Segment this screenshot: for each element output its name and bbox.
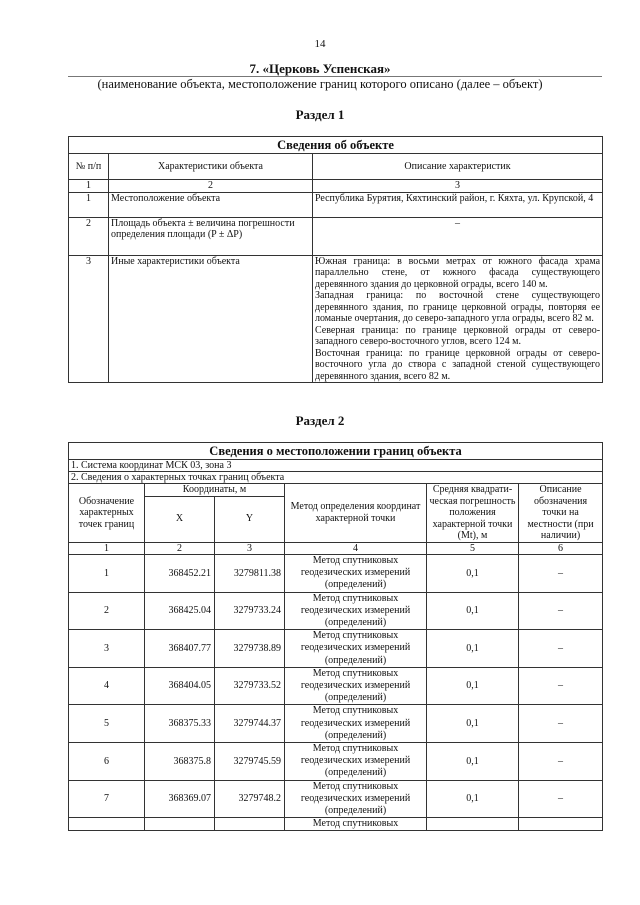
row-description: – (519, 555, 603, 593)
row-x: 368425.04 (145, 592, 215, 630)
header-x: X (145, 496, 215, 542)
row-description: – (519, 743, 603, 781)
row-y: 3279738.89 (215, 630, 285, 668)
table-caption-row (69, 137, 603, 154)
row-y: 3279733.52 (215, 667, 285, 705)
row-y: 3279748.2 (215, 780, 285, 818)
table-row (69, 780, 603, 818)
row-description (313, 255, 603, 383)
row-characteristic: Площадь объекта ± величина погрешности определения площади (P ± ΔP) (109, 217, 313, 255)
row-characteristic: Местоположение объекта (109, 192, 313, 217)
row-point: 2 (69, 592, 145, 630)
col-number: 1 (69, 542, 145, 555)
row-y: 3279745.59 (215, 743, 285, 781)
row-x (145, 818, 215, 831)
page-number: 14 (314, 38, 326, 50)
points-caption-row (69, 472, 603, 484)
row-description: – (519, 592, 603, 630)
row-description: Республика Бурятия, Кяхтинский район, г. Кяхта, ул. Крупской, 4 (313, 192, 603, 217)
object-title: 7. «Церковь Успенская» (249, 61, 391, 76)
row-point: 6 (69, 743, 145, 781)
row-description: – (519, 630, 603, 668)
table-row (69, 255, 603, 383)
boundary-east: Восточная граница: по границе церковной ограды от северо-восточного угла до створа с западной стеной существующего деревянного здания, всего 82 м. (315, 347, 601, 382)
row-description: – (519, 780, 603, 818)
table-row (69, 192, 603, 217)
row-x: 368452.21 (145, 555, 215, 593)
row-x: 368375.8 (145, 743, 215, 781)
row-num: 3 (69, 255, 109, 383)
table-row (69, 217, 603, 255)
section-2-heading: Раздел 2 (295, 413, 345, 428)
row-description: – (519, 705, 603, 743)
row-accuracy: 0,1 (427, 630, 519, 668)
boundary-north: Северная граница: по границе церковной ограды от северо-западного северо-восточного углов, всего 124 м. (315, 324, 601, 347)
table-header-row (69, 484, 603, 497)
header-num: № п/п (69, 154, 109, 180)
row-accuracy: 0,1 (427, 667, 519, 705)
row-y (215, 818, 285, 831)
header-description: Описание характеристик (313, 154, 603, 180)
row-accuracy: 0,1 (427, 743, 519, 781)
col-number: 6 (519, 542, 603, 555)
col-number: 5 (427, 542, 519, 555)
table-caption-row (69, 443, 603, 460)
row-num: 1 (69, 192, 109, 217)
header-coords: Координаты, м (145, 484, 285, 497)
points-caption: 2. Сведения о характерных точках границ объекта (69, 472, 603, 484)
header-point: Обозначение характерных точек границ (69, 484, 145, 543)
row-x: 368375.33 (145, 705, 215, 743)
row-x: 368404.05 (145, 667, 215, 705)
object-info-table (68, 136, 603, 383)
row-point (69, 818, 145, 831)
row-accuracy: 0,1 (427, 705, 519, 743)
section-1-heading: Раздел 1 (295, 107, 345, 122)
row-point: 7 (69, 780, 145, 818)
row-method: Метод спутниковых геодезических измерений (определений) (285, 780, 427, 818)
object-subtitle: (наименование объекта, местоположение границ которого описано (далее – объект) (97, 77, 543, 91)
row-accuracy: 0,1 (427, 780, 519, 818)
row-description: – (313, 217, 603, 255)
table-header-row (69, 154, 603, 180)
column-number-row (69, 180, 603, 193)
col-number: 3 (215, 542, 285, 555)
row-x: 368407.77 (145, 630, 215, 668)
row-method: Метод спутниковых (285, 818, 427, 831)
row-method: Метод спутниковых геодезических измерений (определений) (285, 667, 427, 705)
row-method: Метод спутниковых геодезических измерений (определений) (285, 592, 427, 630)
row-y: 3279733.24 (215, 592, 285, 630)
table-row-partial (69, 818, 603, 831)
row-y: 3279744.37 (215, 705, 285, 743)
column-number-row (69, 542, 603, 555)
table-row (69, 630, 603, 668)
header-characteristic: Характеристики объекта (109, 154, 313, 180)
row-description (519, 818, 603, 831)
row-method: Метод спутниковых геодезических измерений (определений) (285, 705, 427, 743)
table-row (69, 705, 603, 743)
row-accuracy: 0,1 (427, 592, 519, 630)
table-row (69, 592, 603, 630)
boundary-south: Южная граница: в восьми метрах от южного фасада храма параллельно стене, от южного фасада существующего деревянного здания до церковной ограды, всего 140 м. (315, 255, 601, 290)
row-point: 1 (69, 555, 145, 593)
row-y: 3279811.38 (215, 555, 285, 593)
boundary-points-table-title: Сведения о местоположении границ объекта (69, 443, 603, 460)
coord-system: 1. Система координат МСК 03, зона 3 (69, 460, 603, 472)
row-description: – (519, 667, 603, 705)
coord-system-row (69, 460, 603, 472)
row-point: 4 (69, 667, 145, 705)
table-row (69, 743, 603, 781)
col-number: 2 (145, 542, 215, 555)
header-y: Y (215, 496, 285, 542)
row-x: 368369.07 (145, 780, 215, 818)
table-row (69, 667, 603, 705)
boundary-points-table (68, 442, 603, 831)
header-method: Метод определения координат характерной точки (285, 484, 427, 543)
header-accuracy: Средняя квадрати-ческая погрешность положения характерной точки (Mt), м (427, 484, 519, 543)
row-method: Метод спутниковых геодезических измерений (определений) (285, 743, 427, 781)
row-point: 5 (69, 705, 145, 743)
col-number: 1 (69, 180, 109, 193)
row-characteristic: Иные характеристики объекта (109, 255, 313, 383)
col-number: 2 (109, 180, 313, 193)
row-num: 2 (69, 217, 109, 255)
col-number: 3 (313, 180, 603, 193)
table-row (69, 555, 603, 593)
col-number: 4 (285, 542, 427, 555)
row-accuracy: 0,1 (427, 555, 519, 593)
row-point: 3 (69, 630, 145, 668)
points-body (69, 555, 603, 818)
object-info-table-title: Сведения об объекте (69, 137, 603, 154)
boundary-west: Западная граница: по восточной стене существующего деревянного здания, по границе церковной ограды, повторяя ее ломаные очертания, до северо-западного угла ограды, всего 82 м. (315, 290, 601, 324)
row-accuracy (427, 818, 519, 831)
header-description: Описание обозначения точки на местности (при наличии) (519, 484, 603, 543)
row-method: Метод спутниковых геодезических измерений (определений) (285, 555, 427, 593)
row-method: Метод спутниковых геодезических измерений (определений) (285, 630, 427, 668)
